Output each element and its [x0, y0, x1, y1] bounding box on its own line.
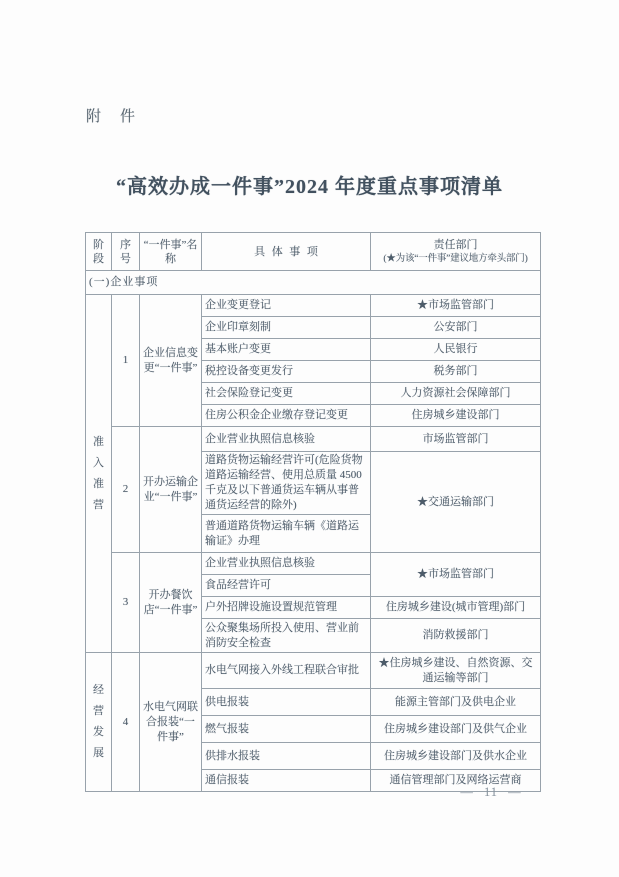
- section-row: [86, 271, 541, 295]
- table-header-row: [86, 233, 541, 271]
- item-cell: 企业印章刻制: [202, 317, 371, 339]
- stage-cell-business-development: [86, 653, 112, 792]
- table-row: [86, 653, 541, 689]
- name-cell: 企业信息变更“一件事”: [140, 295, 202, 427]
- item-cell: 道路货物运输经营许可(危险货物道路运输经营、使用总质量 4500 千克及以下普通货运车辆从事普通货运经营的除外): [202, 452, 371, 515]
- item-cell: 食品经营许可: [202, 575, 371, 597]
- item-cell: 企业营业执照信息核验: [202, 553, 371, 575]
- header-department-note: (★为该“一件事”建议地方牵头部门): [383, 253, 528, 264]
- department-cell: 公安部门: [371, 317, 541, 339]
- department-cell: 住房城乡建设部门: [371, 405, 541, 427]
- department-cell: 住房城乡建设部门及供气企业: [371, 716, 541, 743]
- department-cell: ★住房城乡建设、自然资源、交通运输等部门: [371, 653, 541, 689]
- item-cell: 水电气网接入外线工程联合审批: [202, 653, 371, 689]
- item-cell: 住房公积金企业缴存登记变更: [202, 405, 371, 427]
- table-row: [86, 427, 541, 452]
- department-cell: 住房城乡建设(城市管理)部门: [371, 597, 541, 619]
- header-stage: 阶段: [86, 233, 112, 271]
- header-department-title: 责任部门: [433, 238, 478, 251]
- department-cell: 通信管理部门及网络运营商: [371, 770, 541, 792]
- item-cell: 普通道路货物运输车辆《道路运输证》办理: [202, 515, 371, 553]
- item-cell: 基本账户变更: [202, 339, 371, 361]
- header-index: 序号: [112, 233, 140, 271]
- key-items-table: [85, 232, 541, 792]
- attachment-label: 附 件: [86, 109, 138, 125]
- item-cell: 税控设备变更发行: [202, 361, 371, 383]
- index-cell: 3: [112, 553, 140, 653]
- page-title: “高效办成一件事”2024 年度重点事项清单: [116, 176, 503, 198]
- name-cell: 水电气网联合报装“一件事”: [140, 653, 202, 792]
- header-department: [371, 233, 541, 271]
- department-cell: 人民银行: [371, 339, 541, 361]
- item-cell: 通信报装: [202, 770, 371, 792]
- section-title: (一)企业事项: [86, 271, 541, 295]
- department-cell: ★交通运输部门: [371, 452, 541, 553]
- department-cell: 消防救援部门: [371, 619, 541, 653]
- department-cell: 市场监管部门: [371, 427, 541, 452]
- table-row: [86, 553, 541, 575]
- item-cell: 燃气报装: [202, 716, 371, 743]
- item-cell: 户外招牌设施设置规范管理: [202, 597, 371, 619]
- department-cell: 税务部门: [371, 361, 541, 383]
- index-cell: 2: [112, 427, 140, 553]
- item-cell: 供电报装: [202, 689, 371, 716]
- department-cell: ★市场监管部门: [371, 295, 541, 317]
- stage-label: 经营发展: [92, 684, 104, 759]
- department-cell: ★市场监管部门: [371, 553, 541, 597]
- department-cell: 住房城乡建设部门及供水企业: [371, 743, 541, 770]
- item-cell: 企业营业执照信息核验: [202, 427, 371, 452]
- index-cell: 4: [112, 653, 140, 792]
- name-cell: 开办餐饮店“一件事”: [140, 553, 202, 653]
- header-items: 具体事项: [202, 233, 371, 271]
- table-row: [86, 295, 541, 317]
- item-cell: 社会保险登记变更: [202, 383, 371, 405]
- department-cell: 人力资源社会保障部门: [371, 383, 541, 405]
- stage-label: 准入准营: [92, 435, 104, 511]
- department-cell: 能源主管部门及供电企业: [371, 689, 541, 716]
- item-cell: 公众聚集场所投入使用、营业前消防安全检查: [202, 619, 371, 653]
- header-name: “一件事”名称: [140, 233, 202, 271]
- name-cell: 开办运输企业“一件事”: [140, 427, 202, 553]
- page-number: — 11 —: [460, 785, 522, 799]
- index-cell: 1: [112, 295, 140, 427]
- item-cell: 供排水报装: [202, 743, 371, 770]
- stage-cell-access-operation: [86, 295, 112, 653]
- item-cell: 企业变更登记: [202, 295, 371, 317]
